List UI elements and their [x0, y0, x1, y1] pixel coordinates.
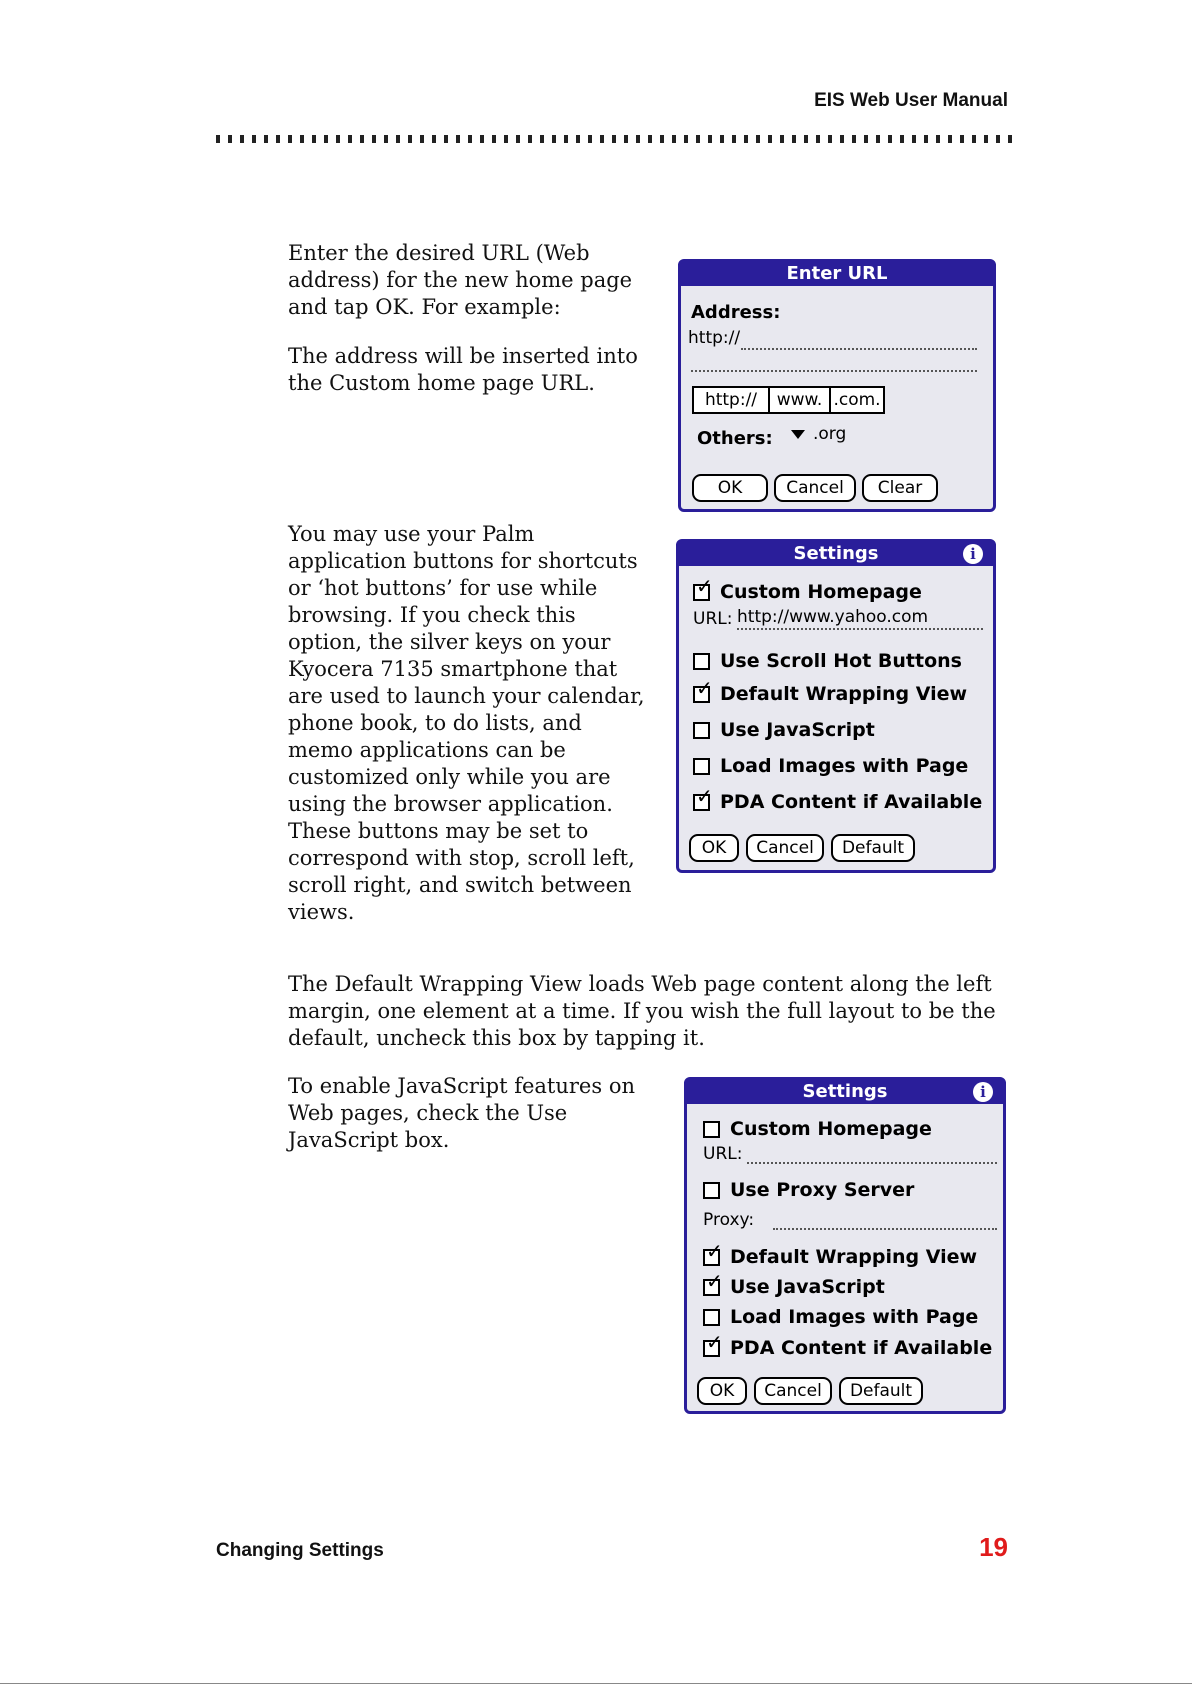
load-images-checkbox[interactable] [693, 754, 968, 778]
address-input[interactable]: http:// [688, 328, 741, 348]
checkbox-label: Use Proxy Server [730, 1179, 915, 1201]
dialog-title: Settings [679, 542, 993, 566]
com-shortcut-button[interactable]: .com. [829, 386, 885, 414]
checkbox-icon: ✓ [693, 686, 710, 703]
checkbox-label: Use JavaScript [730, 1276, 885, 1298]
footer-section-title: Changing Settings [216, 1540, 384, 1561]
checkbox-label: Custom Homepage [730, 1118, 932, 1140]
load-images-checkbox[interactable] [703, 1305, 978, 1329]
paragraph-javascript: To enable JavaScript features on Web pages, check the Use JavaScript box. [288, 1074, 635, 1152]
checkbox-icon [703, 1309, 720, 1326]
checkbox-label: Default Wrapping View [720, 683, 968, 705]
use-javascript-checkbox[interactable] [703, 1268, 885, 1299]
cancel-button[interactable]: Cancel [774, 474, 856, 502]
running-header: EIS Web User Manual [814, 90, 1008, 111]
url-input[interactable]: http://www.yahoo.com [737, 607, 929, 627]
url-input[interactable] [747, 1162, 997, 1164]
url-label: URL: [703, 1144, 743, 1164]
checkbox-icon [693, 758, 710, 775]
page-bottom-rule [0, 1683, 1192, 1684]
others-label: Others: [697, 428, 773, 449]
checkbox-icon [693, 653, 710, 670]
checkbox-icon: ✓ [703, 1340, 720, 1357]
header-dotted-rule [216, 135, 1012, 143]
checkbox-label: Custom Homepage [720, 581, 922, 603]
settings-dialog-1 [676, 539, 996, 873]
use-scroll-hot-buttons-checkbox[interactable] [693, 649, 962, 673]
http-shortcut-button[interactable]: http:// [692, 386, 770, 414]
settings-dialog-2 [684, 1077, 1006, 1414]
checkbox-label: Default Wrapping View [730, 1246, 978, 1268]
cancel-button[interactable]: Cancel [746, 834, 824, 862]
checkbox-icon: ✓ [693, 794, 710, 811]
custom-homepage-checkbox[interactable] [693, 573, 922, 604]
address-label: Address: [691, 302, 781, 323]
pda-content-checkbox[interactable] [703, 1329, 993, 1360]
checkbox-icon [693, 722, 710, 739]
proxy-input[interactable] [773, 1228, 997, 1230]
checkbox-label: Use Scroll Hot Buttons [720, 650, 962, 672]
www-shortcut-button[interactable]: www. [768, 386, 831, 414]
default-button[interactable]: Default [831, 834, 915, 862]
default-wrapping-view-checkbox[interactable] [693, 675, 968, 706]
checkbox-label: Load Images with Page [730, 1306, 979, 1328]
custom-homepage-checkbox[interactable] [703, 1117, 932, 1141]
default-wrapping-view-checkbox[interactable] [703, 1238, 978, 1269]
checkbox-icon: ✓ [703, 1279, 720, 1296]
pda-content-checkbox[interactable] [693, 783, 983, 814]
dropdown-triangle-icon [791, 430, 805, 439]
checkbox-icon [703, 1182, 720, 1199]
ok-button[interactable]: OK [697, 1377, 747, 1405]
paragraph-enter-url: Enter the desired URL (Web address) for the new home page and tap OK. For example: [288, 241, 633, 319]
enter-url-dialog [678, 259, 996, 512]
dialog-title: Enter URL [681, 262, 993, 286]
proxy-label: Proxy: [703, 1210, 755, 1230]
use-javascript-checkbox[interactable] [693, 718, 875, 742]
checkbox-label: PDA Content if Available [730, 1337, 993, 1359]
address-input-line-1 [741, 348, 977, 350]
others-dropdown[interactable] [791, 424, 846, 444]
dialog-title: Settings [687, 1080, 1003, 1104]
default-button[interactable]: Default [839, 1377, 923, 1405]
paragraph-default-wrapping: The Default Wrapping View loads Web page content along the left margin, one element at a time. If you wish the full layout to be the default, uncheck this box by tapping it. [288, 972, 996, 1050]
address-input-line-2 [691, 370, 977, 372]
url-input-line [737, 628, 983, 630]
checkbox-label: Use JavaScript [720, 719, 875, 741]
ok-button[interactable]: OK [692, 474, 768, 502]
url-label: URL: [693, 609, 733, 629]
checkbox-icon: ✓ [703, 1249, 720, 1266]
checkbox-icon: ✓ [693, 584, 710, 601]
clear-button[interactable]: Clear [862, 474, 938, 502]
checkbox-label: Load Images with Page [720, 755, 969, 777]
use-proxy-server-checkbox[interactable] [703, 1178, 914, 1202]
info-icon[interactable]: i [963, 544, 983, 564]
ok-button[interactable]: OK [689, 834, 739, 862]
paragraph-hot-buttons: You may use your Palm application buttons for shortcuts or ‘hot buttons’ for use while browsing. If you check this option, the silver keys on your Kyocera 7135 smartphone that are used to launch your calendar, phone book, to do lists, and memo applications can be customized only while you are using the browser application. These buttons may be set to correspond with stop, scroll left, scroll right, and switch between views. [288, 522, 645, 924]
info-icon[interactable]: i [973, 1082, 993, 1102]
checkbox-icon [703, 1121, 720, 1138]
checkbox-label: PDA Content if Available [720, 791, 983, 813]
cancel-button[interactable]: Cancel [754, 1377, 832, 1405]
page-number: 19 [979, 1532, 1008, 1562]
others-value: .org [813, 424, 847, 444]
paragraph-address-inserted: The address will be inserted into the Custom home page URL. [288, 344, 638, 395]
